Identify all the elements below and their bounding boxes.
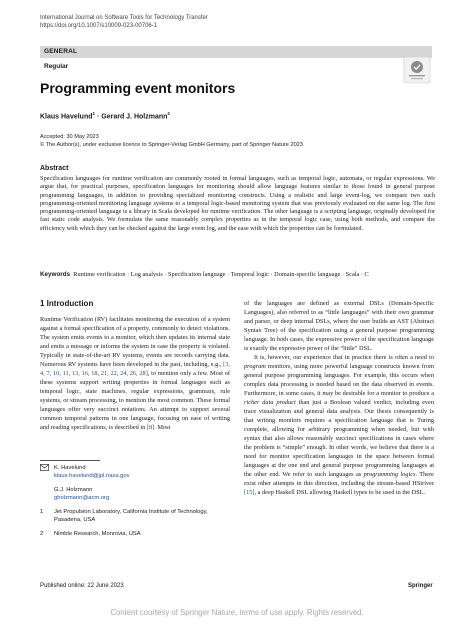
keywords-list: Runtime verification · Log analysis · Specification language · Temporal logic · Domain-specific language · Scala · C: [73, 271, 369, 278]
emphasis: program: [244, 363, 266, 370]
publication-dates: [40, 133, 303, 149]
affiliation-text: Jet Propulsion Laboratory, California Institute of Technology, Pasadena, USA: [54, 509, 208, 523]
article-type: Regular: [44, 63, 69, 70]
footnote-rule: [40, 460, 100, 461]
body-paragraph: [244, 353, 434, 497]
affiliation-number: 2: [40, 531, 44, 537]
body-text: . Most: [154, 424, 171, 431]
coauthor: G.J. Holzmann: [54, 487, 93, 493]
body-text: Runtime Verification (RV) facilitates monitoring the execution of a system against a formal specification of a property, commonly to detect violations. The system emits events to a monitor, which then updates its internal state and emits a message or informs the system in case the property is violated. Typically in state-of-the-art RV systems, events are records carrying data. Numerous RV systems have been developed in the past, including, e.g.,: [40, 316, 230, 368]
citation-link[interactable]: [8]: [146, 424, 155, 431]
paper-title: Programming event monitors: [40, 80, 236, 96]
journal-name: International Journal on Software Tools for Technology Transfer: [40, 15, 208, 21]
intro-paragraph: [40, 315, 230, 432]
accepted-date: Accepted: 30 May 2023: [40, 134, 99, 140]
section-heading: 1 Introduction: [40, 299, 94, 308]
affiliation-marker: 1: [92, 111, 96, 116]
body-text: , a deep Haskell DSL allowing Haskell types to be used in the DSL.: [254, 489, 426, 496]
keywords: [40, 271, 435, 279]
abstract-text: Specification languages for runtime verification are commonly rooted in formal languages, such as temporal logic, automata, or regular expressions. We argue that, for practical purposes, specification languages for monitoring should allow language features similar to those found in general purpose programming languages, in addition to providing specialized monitoring constructs. Using a realistic and large event-log, we compare two such programming-oriented monitoring language systems to a temporal logic-based monitoring system that was previously evaluated on the same log. The first programming-oriented language is a library in Scala developed for runtime verification. The other language is a scripting language, originally developed for fast static code analysis. We formulate the same reasonably complex properties as in the temporal logic case, using both methods, and compare the efficiency with which they can be checked against the large event log, and the ease with which the properties can be formulated.: [40, 175, 435, 232]
email-link[interactable]: klaus.havelund@jpl.nasa.gov: [54, 473, 130, 479]
citation-link[interactable]: [15]: [244, 489, 255, 496]
left-column: [40, 315, 230, 432]
author-name[interactable]: Gerard J. Holzmann: [101, 113, 168, 121]
body-text: than just a Boolean valued verdict, including even trace visualization and general data analysis. Our thesis consequently is that writing monitors requires a specification language that is Turing complete, allowing for arbitrary programming when needed, but with syntax that also allows reasonably succinct specifications in cases where the problem is “simple” enough. In other words, we believe that there is a need for monitor specification languages in the space between formal languages at the one end and general purpose programming languages at the other end. We refer to such languages as: [244, 399, 434, 478]
email-link[interactable]: gholzmann@acm.org: [54, 495, 110, 501]
published-date: Published online: 22 June 2023: [40, 583, 124, 589]
check-for-updates-badge[interactable]: [402, 56, 432, 84]
citation-links[interactable]: [3, 4, 7, 10, 11, 13, 16, 18, 21, 22, 24, 26, 28]: [40, 361, 230, 377]
affiliation-text: Nimble Research, Monrovia, USA: [54, 531, 141, 537]
body-text: . There exist other attempts in this direction, including the stream-based HStriver: [244, 471, 434, 487]
publisher-logo: Springer: [408, 583, 433, 589]
category-bar: [40, 46, 432, 58]
emphasis: richer data product: [244, 399, 296, 406]
corresponding-author: K. Havelund: [54, 465, 86, 471]
category-label: GENERAL: [44, 48, 78, 55]
affiliation-marker: 2: [167, 111, 170, 116]
crossmark-icon: [402, 56, 432, 84]
right-column: [244, 299, 434, 497]
author-separator: ·: [95, 113, 102, 121]
body-text: It is, however, our experience that in practice there is often a need to: [254, 354, 434, 361]
body-text: monitors, using more powerful language constructs known from general purpose programming languages. For example, this occurs when complex data processing is needed based on the data observed in events. Furthermore, in some cases, it may be desirable for a monitor to produce a: [244, 363, 434, 397]
affiliation-number: 1: [40, 509, 44, 515]
envelope-icon: [40, 464, 54, 502]
body-text: , to mention only a few. Most of these systems support writing properties in formal languages such as temporal logic, state machines, regular expressions, grammars, rule systems, or stream processing, to mention the most common. These formal languages offer very succinct notations. An attempt to support several common temporal patterns in one language, focusing on ease of writing and reading specifications, is described in: [40, 370, 231, 431]
correspondence-row: [40, 464, 230, 502]
abstract-heading: Abstract: [40, 165, 69, 172]
author-list: [40, 111, 170, 120]
author-name[interactable]: Klaus Havelund: [40, 113, 93, 121]
affiliation-row: [40, 530, 230, 538]
body-paragraph: of the languages are defined as external DSLs (Domain-Specific Languages), also referred to as “little languages” with their own grammar and parser, or deep internal DSLs, where the user builds an AST (Abstract Syntax Tree) of the specification using a general purpose programming language. In both cases, the expressive power of the specification language is exactly the expressive power of the “little” DSL.: [244, 300, 434, 352]
keywords-label: Keywords: [40, 271, 71, 278]
footnotes: [40, 464, 230, 538]
journal-header: [40, 14, 208, 30]
emphasis: programming logics: [363, 471, 416, 478]
copyright-notice: © The Author(s), under exclusive licence to Springer-Verlag GmbH Germany, part of Springer Nature 2023: [40, 142, 303, 148]
doi-link[interactable]: https://doi.org/10.1007/s10009-023-00706-1: [40, 23, 158, 29]
courtesy-notice: Content courtesy of Springer Nature, terms of use apply. Rights reserved.: [110, 608, 364, 617]
affiliation-row: [40, 508, 230, 524]
